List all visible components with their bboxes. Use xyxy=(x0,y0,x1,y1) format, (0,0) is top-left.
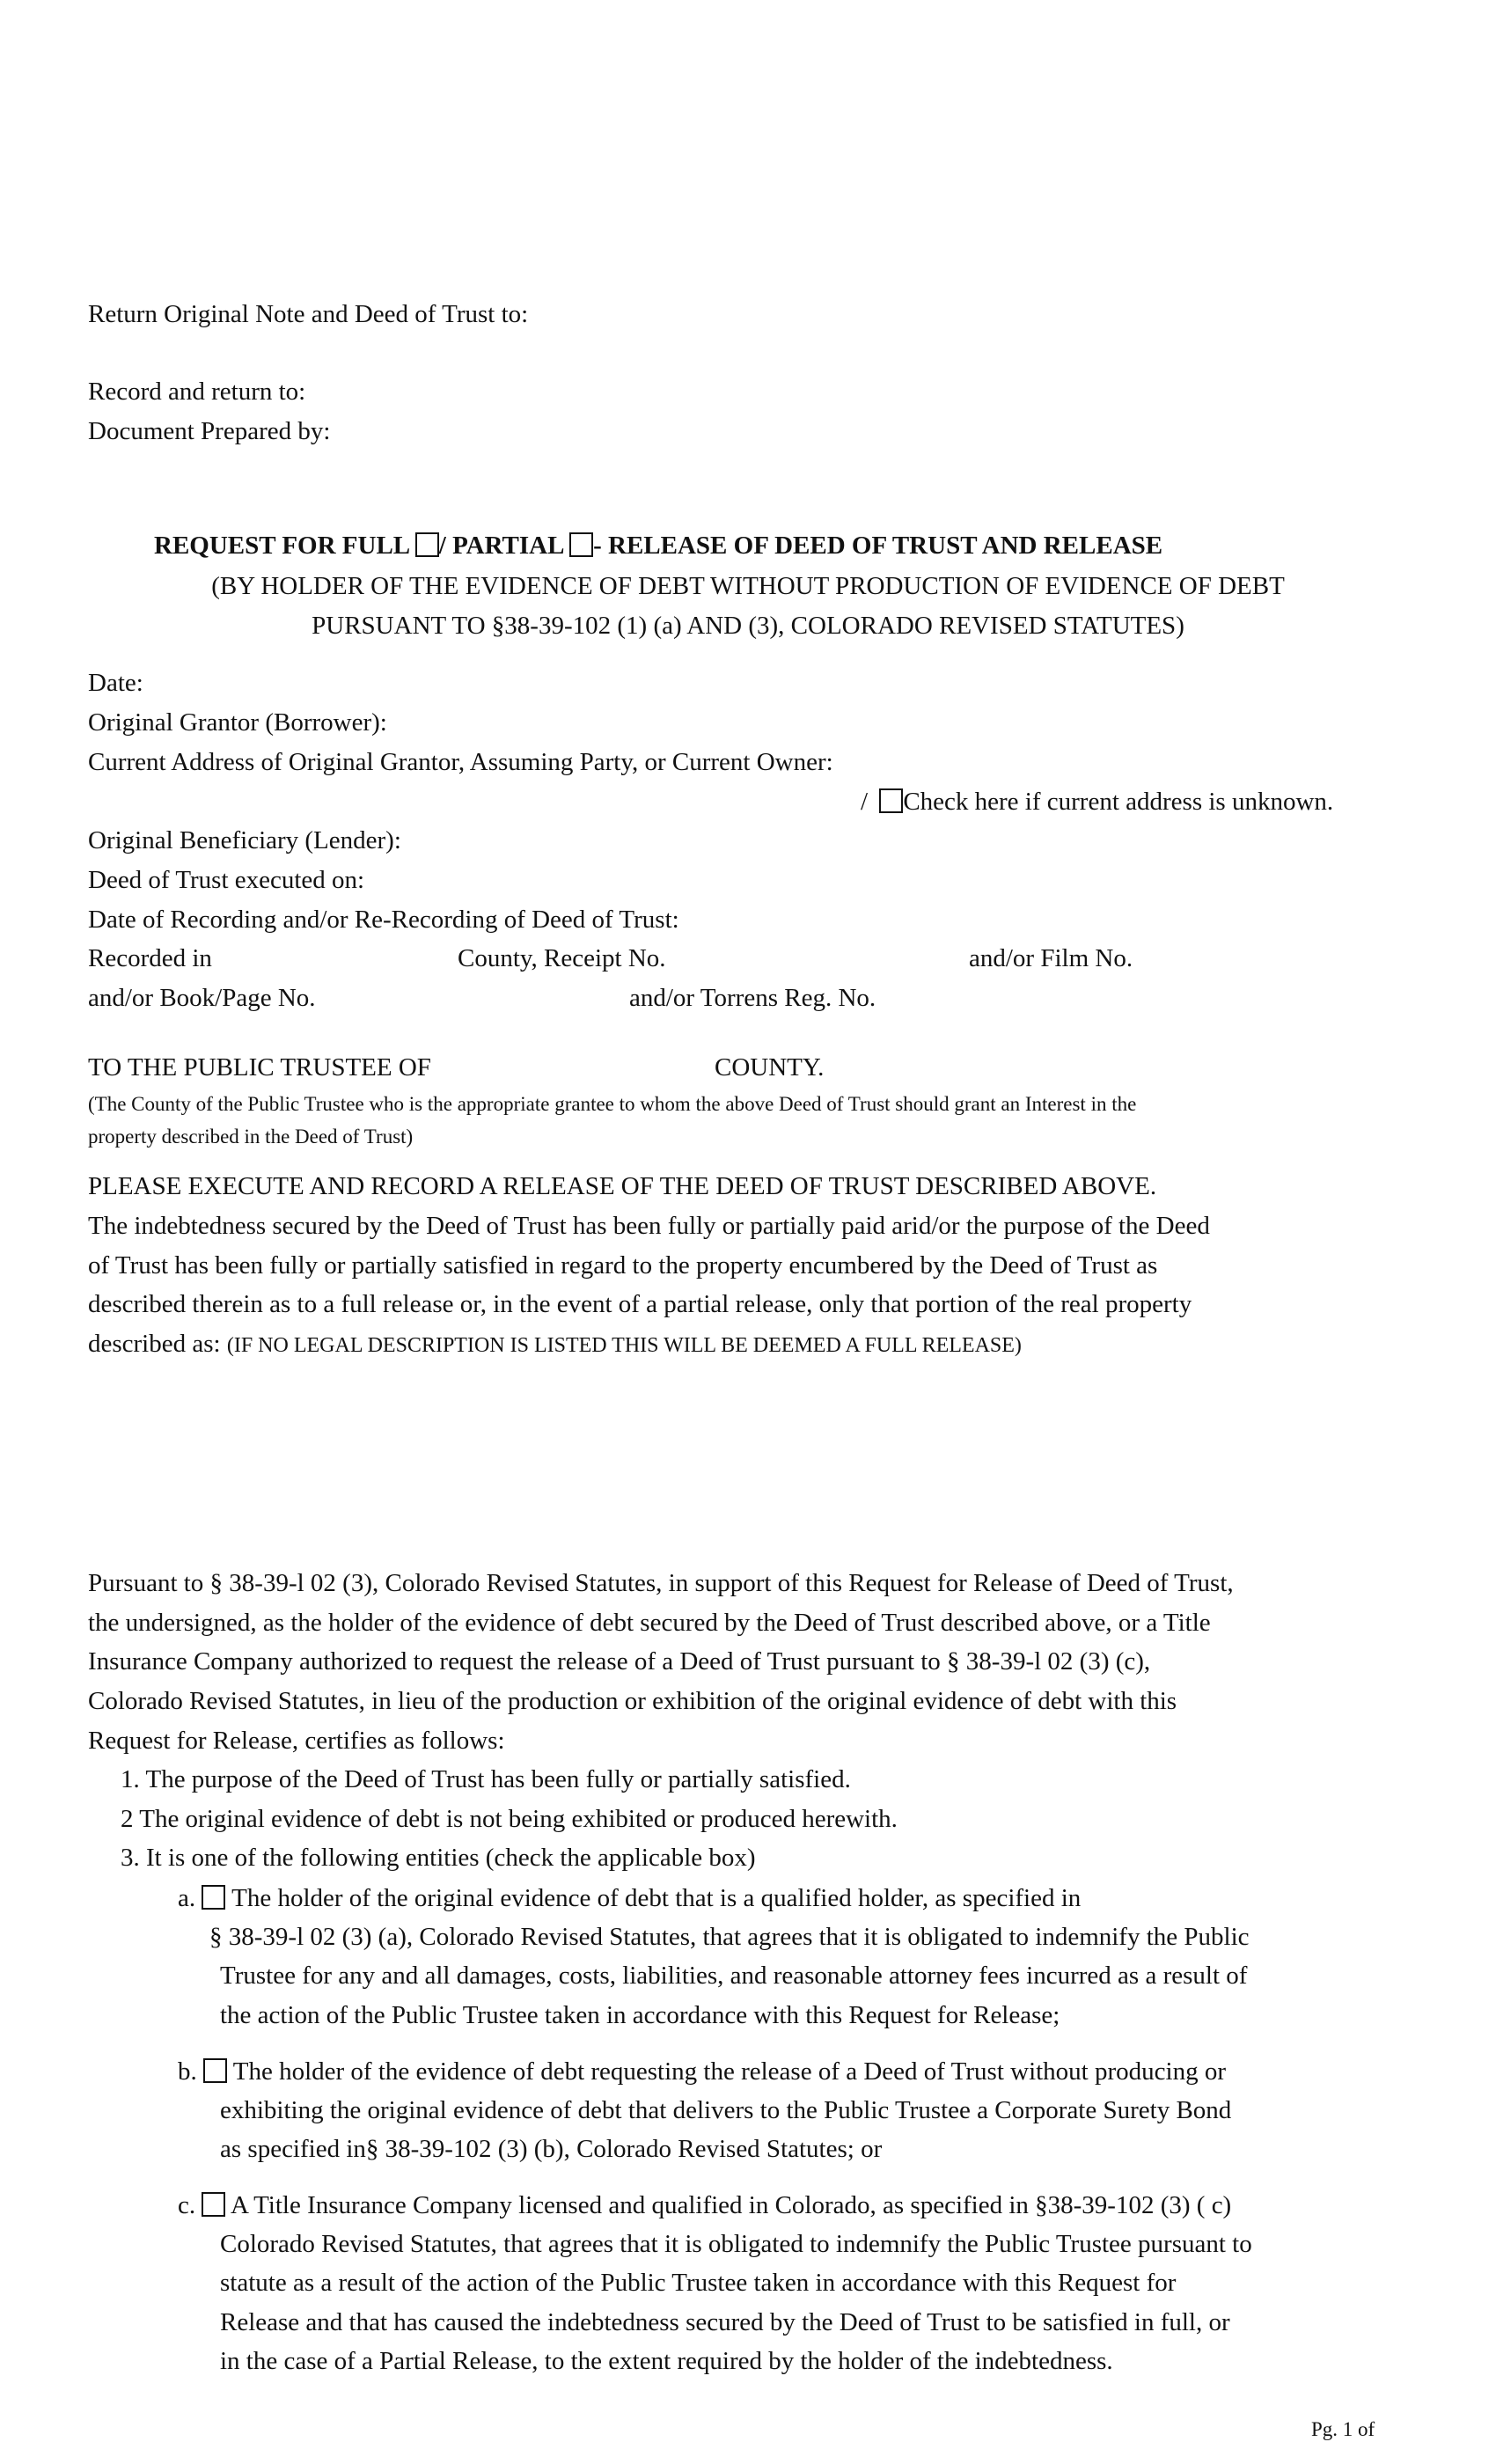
pursuant-line-1: Pursuant to § 38-39-l 02 (3), Colorado Revised Statutes, in support of this Request for Release of Deed of Trust, xyxy=(88,1569,1234,1597)
option-a-letter: a. xyxy=(178,1884,196,1912)
request-line-3: of Trust has been fully or partially satisfied in regard to the property encumbered by the Deed of Trust as xyxy=(88,1251,1158,1280)
grantor-label: Original Grantor (Borrower): xyxy=(88,708,387,737)
title-partial: / PARTIAL xyxy=(438,532,563,560)
pursuant-line-2: the undersigned, as the holder of the evidence of debt secured by the Deed of Trust described above, or a Title xyxy=(88,1609,1211,1637)
recording-label: Date of Recording and/or Re-Recording of Deed of Trust: xyxy=(88,906,679,934)
full-release-checkbox[interactable] xyxy=(415,532,439,557)
option-b-line-1: The holder of the evidence of debt requesting the release of a Deed of Trust without producing or xyxy=(232,2057,1226,2086)
request-line-1: PLEASE EXECUTE AND RECORD A RELEASE OF THE DEED OF TRUST DESCRIBED ABOVE. xyxy=(88,1172,1157,1200)
beneficiary-label: Original Beneficiary (Lender): xyxy=(88,826,401,854)
option-a-line-4: the action of the Public Trustee taken in accordance with this Request for Release; xyxy=(220,2001,1060,2029)
title-full: REQUEST FOR FULL xyxy=(154,532,409,560)
full-release-note: (IF NO LEGAL DESCRIPTION IS LISTED THIS WILL BE DEEMED A FULL RELEASE) xyxy=(226,1334,1022,1357)
option-a-line-2: § 38-39-l 02 (3) (a), Colorado Revised Statutes, that agrees that it is obligated to indemnify the Public xyxy=(209,1923,1250,1951)
option-b-row xyxy=(178,2058,1226,2085)
title-line-3: PURSUANT TO §38-39-102 (1) (a) AND (3), COLORADO REVISED STATUTES) xyxy=(312,612,1184,640)
option-a-row xyxy=(178,1885,1081,1911)
trustee-note-line-1: (The County of the Public Trustee who is the appropriate grantee to whom the above Deed of Trust should grant an Interest in the xyxy=(88,1093,1137,1115)
title-line-1 xyxy=(154,532,1162,559)
request-line-2: The indebtedness secured by the Deed of Trust has been fully or partially paid arid/or the purpose of the Deed xyxy=(88,1212,1210,1240)
list-item-1: 1. The purpose of the Deed of Trust has been fully or partially satisfied. xyxy=(121,1765,851,1793)
address-unknown-row xyxy=(861,788,1333,815)
trustee-label: TO THE PUBLIC TRUSTEE OF xyxy=(88,1053,431,1082)
request-line-4: described therein as to a full release or, in the event of a partial release, only that portion of the real property xyxy=(88,1290,1192,1318)
prepared-by-label: Document Prepared by: xyxy=(88,417,331,445)
pursuant-line-3: Insurance Company authorized to request the release of a Deed of Trust pursuant to § 38-39-l 02 (3) (c), xyxy=(88,1647,1151,1676)
address-unknown-label: Check here if current address is unknown. xyxy=(903,788,1334,816)
option-c-row xyxy=(178,2192,1231,2218)
described-as-label: described as: xyxy=(88,1330,221,1358)
option-a-line-1: The holder of the original evidence of debt that is a qualified holder, as specified in xyxy=(231,1884,1082,1912)
return-to-label: Return Original Note and Deed of Trust to: xyxy=(88,300,529,328)
option-b-line-2: exhibiting the original evidence of debt that delivers to the Public Trustee a Corporate Surety Bond xyxy=(220,2096,1232,2124)
option-a-checkbox[interactable] xyxy=(202,1885,225,1910)
trustee-county-label: COUNTY. xyxy=(715,1053,825,1082)
option-c-line-4: Release and that has caused the indebtedness secured by the Deed of Trust to be satisfied in full, or xyxy=(220,2308,1230,2336)
option-b-letter: b. xyxy=(178,2057,197,2086)
partial-release-checkbox[interactable] xyxy=(569,532,593,557)
option-c-line-2: Colorado Revised Statutes, that agrees that it is obligated to indemnify the Public Trustee pursuant to xyxy=(220,2230,1252,2258)
torrens-label: and/or Torrens Reg. No. xyxy=(629,984,876,1012)
book-page-label: and/or Book/Page No. xyxy=(88,984,316,1012)
pursuant-line-5: Request for Release, certifies as follows: xyxy=(88,1727,505,1755)
option-c-line-3: statute as a result of the action of the Public Trustee taken in accordance with this Request for xyxy=(220,2269,1177,2297)
list-item-2: 2 The original evidence of debt is not being exhibited or produced herewith. xyxy=(121,1805,898,1833)
option-b-line-3: as specified in§ 38-39-102 (3) (b), Colorado Revised Statutes; or xyxy=(220,2135,883,2163)
date-label: Date: xyxy=(88,669,143,697)
address-unknown-checkbox[interactable] xyxy=(879,788,903,813)
option-c-line-5: in the case of a Partial Release, to the extent required by the holder of the indebtedness. xyxy=(220,2347,1113,2375)
address-label: Current Address of Original Grantor, Assuming Party, or Current Owner: xyxy=(88,748,833,776)
recorded-in-label: Recorded in xyxy=(88,944,212,972)
request-line-5 xyxy=(88,1331,1022,1357)
executed-label: Deed of Trust executed on: xyxy=(88,866,365,894)
option-a-line-3: Trustee for any and all damages, costs, liabilities, and reasonable attorney fees incurred as a result of xyxy=(220,1962,1248,1990)
page-number: Pg. 1 of xyxy=(1311,2418,1375,2440)
option-b-checkbox[interactable] xyxy=(203,2058,227,2083)
title-line-2: (BY HOLDER OF THE EVIDENCE OF DEBT WITHOUT PRODUCTION OF EVIDENCE OF DEBT xyxy=(211,572,1285,600)
option-c-line-1: A Title Insurance Company licensed and qualified in Colorado, as specified in §38-39-102 (3) ( c) xyxy=(231,2191,1232,2219)
title-release: - RELEASE OF DEED OF TRUST AND RELEASE xyxy=(593,532,1163,560)
pursuant-line-4: Colorado Revised Statutes, in lieu of the production or exhibition of the original evidence of debt with this xyxy=(88,1687,1177,1715)
film-label: and/or Film No. xyxy=(969,944,1133,972)
slash-separator: / xyxy=(861,788,869,816)
trustee-note-line-2: property described in the Deed of Trust) xyxy=(88,1126,414,1148)
record-return-label: Record and return to: xyxy=(88,378,306,406)
option-c-checkbox[interactable] xyxy=(202,2192,225,2217)
option-c-letter: c. xyxy=(178,2191,196,2219)
list-item-3: 3. It is one of the following entities (check the applicable box) xyxy=(121,1844,756,1872)
county-receipt-label: County, Receipt No. xyxy=(458,944,666,972)
